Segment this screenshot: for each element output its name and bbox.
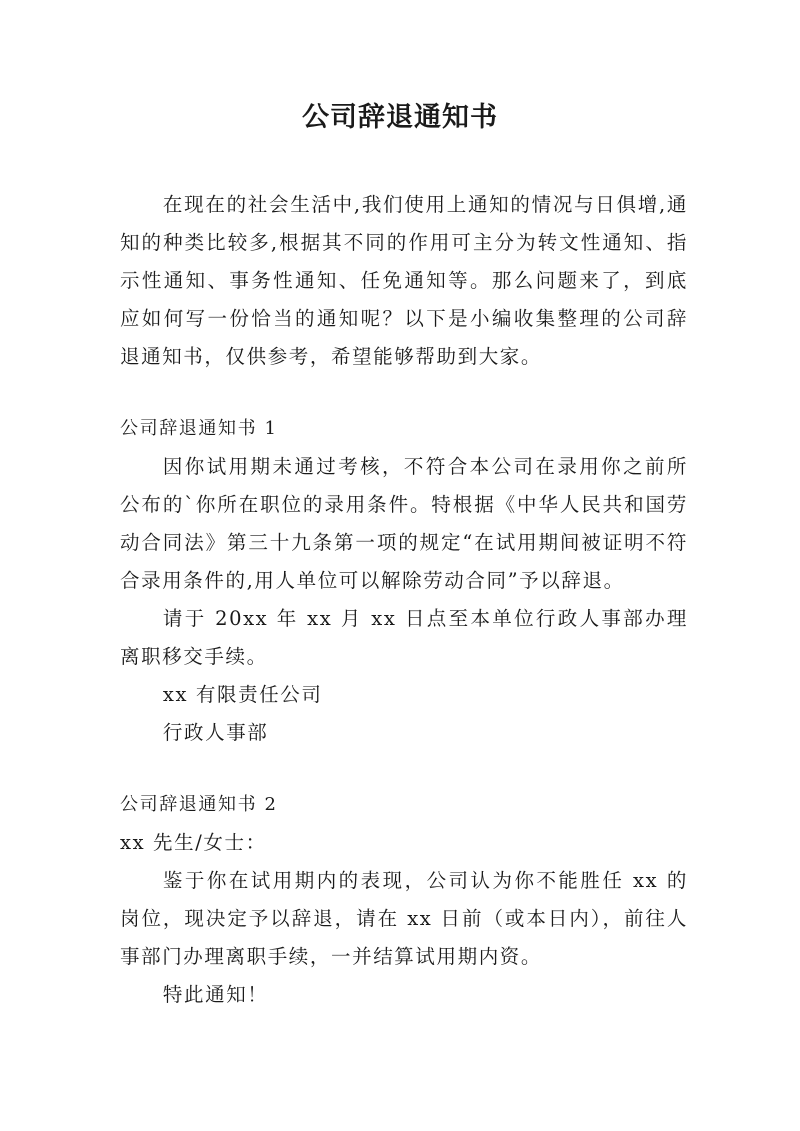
intro-section [120, 186, 688, 376]
notice-1-signature-dept: 行政人事部 [162, 721, 269, 744]
notice-1-heading: 公司辞退通知书 1 [120, 418, 278, 439]
notice-2-closing: 特此通知！ [162, 983, 269, 1006]
notice-1-paragraph-2: 请于 20xx 年 xx 月 xx 日点至本单位行政人事部办理离职移交手续。 [120, 607, 688, 668]
document-title: 公司辞退通知书 [302, 102, 498, 133]
notice-2-heading: 公司辞退通知书 2 [120, 794, 278, 815]
notice-2-section [120, 786, 688, 1014]
intro-paragraph: 在现在的社会生活中,我们使用上通知的情况与日俱增,通知的种类比较多,根据其不同的作用可主分为转文性通知、指示性通知、事务性通知、任免通知等。那么问题来了，到底应如何写一份恰当的通知呢？以下是小编收集整理的公司辞退通知书，仅供参考，希望能够帮助到大家。 [120, 193, 688, 368]
notice-2-paragraph-1: 鉴于你在试用期内的表现，公司认为你不能胜任 xx 的岗位，现决定予以辞退，请在 xx 日前（或本日内），前往人事部门办理离职手续，一并结算试用期内资。 [120, 869, 688, 968]
notice-1-signature-company: xx 有限责任公司 [162, 683, 323, 706]
notice-2-salutation: xx 先生/女士： [120, 831, 267, 854]
notice-1-section [120, 410, 688, 752]
notice-1-paragraph-1: 因你试用期未通过考核，不符合本公司在录用你之前所公布的`你所在职位的录用条件。特根据《中华人民共和国劳动合同法》第三十九条第一项的规定“在试用期间被证明不符合录用条件的,用人单位可以解除劳动合同”予以辞退。 [120, 455, 688, 592]
